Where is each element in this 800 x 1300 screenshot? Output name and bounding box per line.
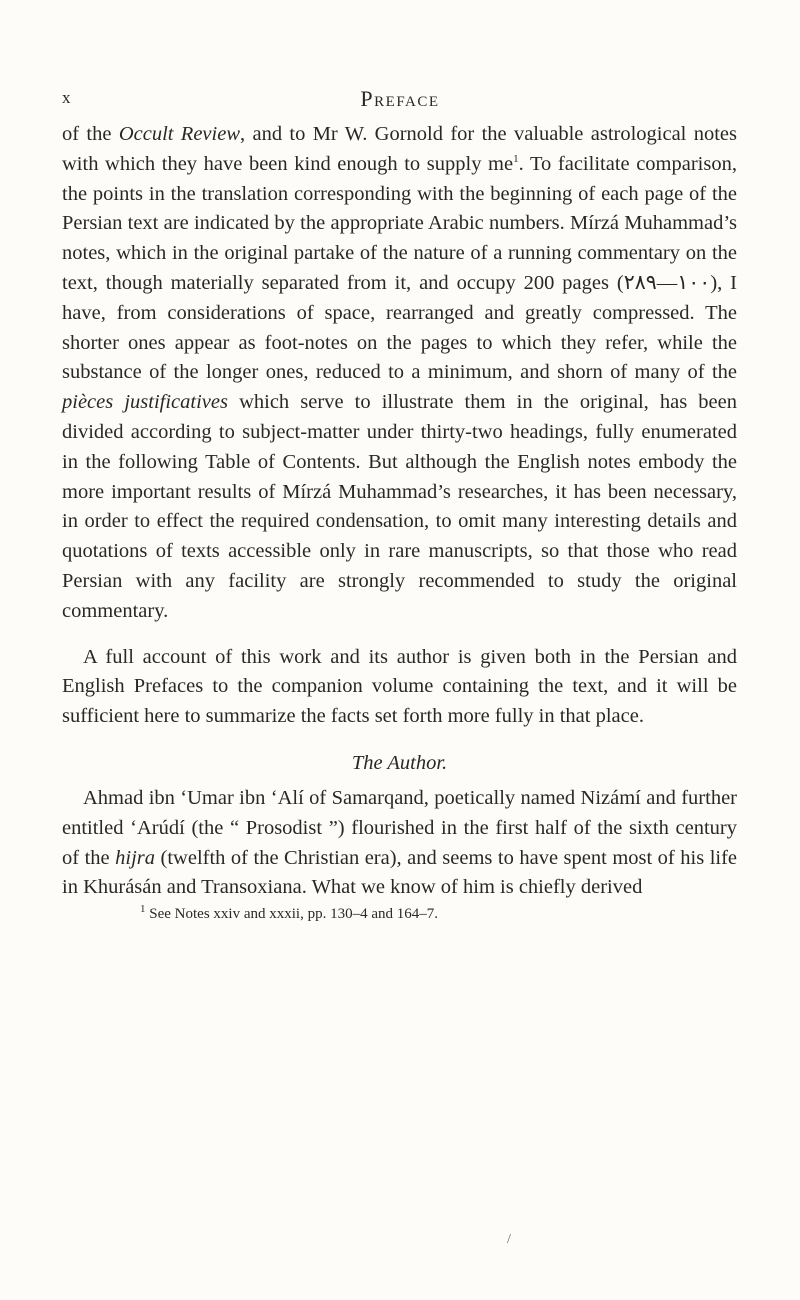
paragraph-2: A full account of this work and its author is given both in the Persian and English Prefaces to the companion volume containing the text, and it will be sufficient here to summarize the facts set forth more fully in that place. [62,645,737,728]
italic-phrase: pièces justificatives [62,391,228,414]
footnote-reference: 1 [513,152,519,165]
footnote-text: See Notes xxiv and xxxii, pp. 130–4 and 164–7. [145,906,438,923]
body-text [62,120,737,925]
p1-text-d: which serve to illustrate them in the original, has been divided according to subject-matter under thirty-two headings, fully enumerated in the following Table of Contents. But although the English notes embody the more important results of Mírzá Muhammad’s researches, it has been necessary, in order to effect the required condensation, to omit many interesting details and quotations of texts accessible only in rare manuscripts, so that those who read Persian with any facility are strongly recommended to study the original commentary. [62,391,738,622]
p3-text-b: (twelfth of the Christian era), and seems to have spent most of his life in Khurásán and Transoxiana. What we know of him is chiefly derived [62,846,738,899]
p1-text-c: . To facilitate comparison, the points in the translation corresponding with the beginning of each page of the Persian text are indicated by the appropriate Arabic numbers. Mírzá Muhammad’s notes, which in the original partake of the nature of a running commentary on the text, though materially separated from it, and occupy 200 pages (١٠٠—٢٨٩), I have, from considerations of space, rearranged and greatly compressed. The shorter ones appear as foot-notes on the pages to which they refer, while the substance of the longer ones, reduced to a minimum, and shorn of many of the [62,152,737,384]
page-header [0,86,800,116]
stray-mark: / [507,1232,511,1247]
paragraph-1 [62,120,737,627]
p1-text-a: of the [62,123,119,145]
italic-term: hijra [115,846,156,869]
p3-text-a: Ahmad ibn ‘Umar ibn ‘Alí of Samarqand, poetically named Nizámí and further entitled ‘Arúdí (the “ Prosodist ”) flourished in the first half of the sixth century of the [62,786,737,869]
running-title: Preface [360,86,440,111]
journal-title: Occult Review [118,123,240,145]
page-number: x [62,88,72,107]
footnote [62,903,737,925]
section-heading: The Author. [351,751,448,774]
paragraph-3 [62,784,737,903]
p1-text-b: , and to Mr W. Gornold for the valuable astrological notes with which they have been kind enough to supply me [62,123,737,175]
footnote-marker: 1 [140,903,146,916]
